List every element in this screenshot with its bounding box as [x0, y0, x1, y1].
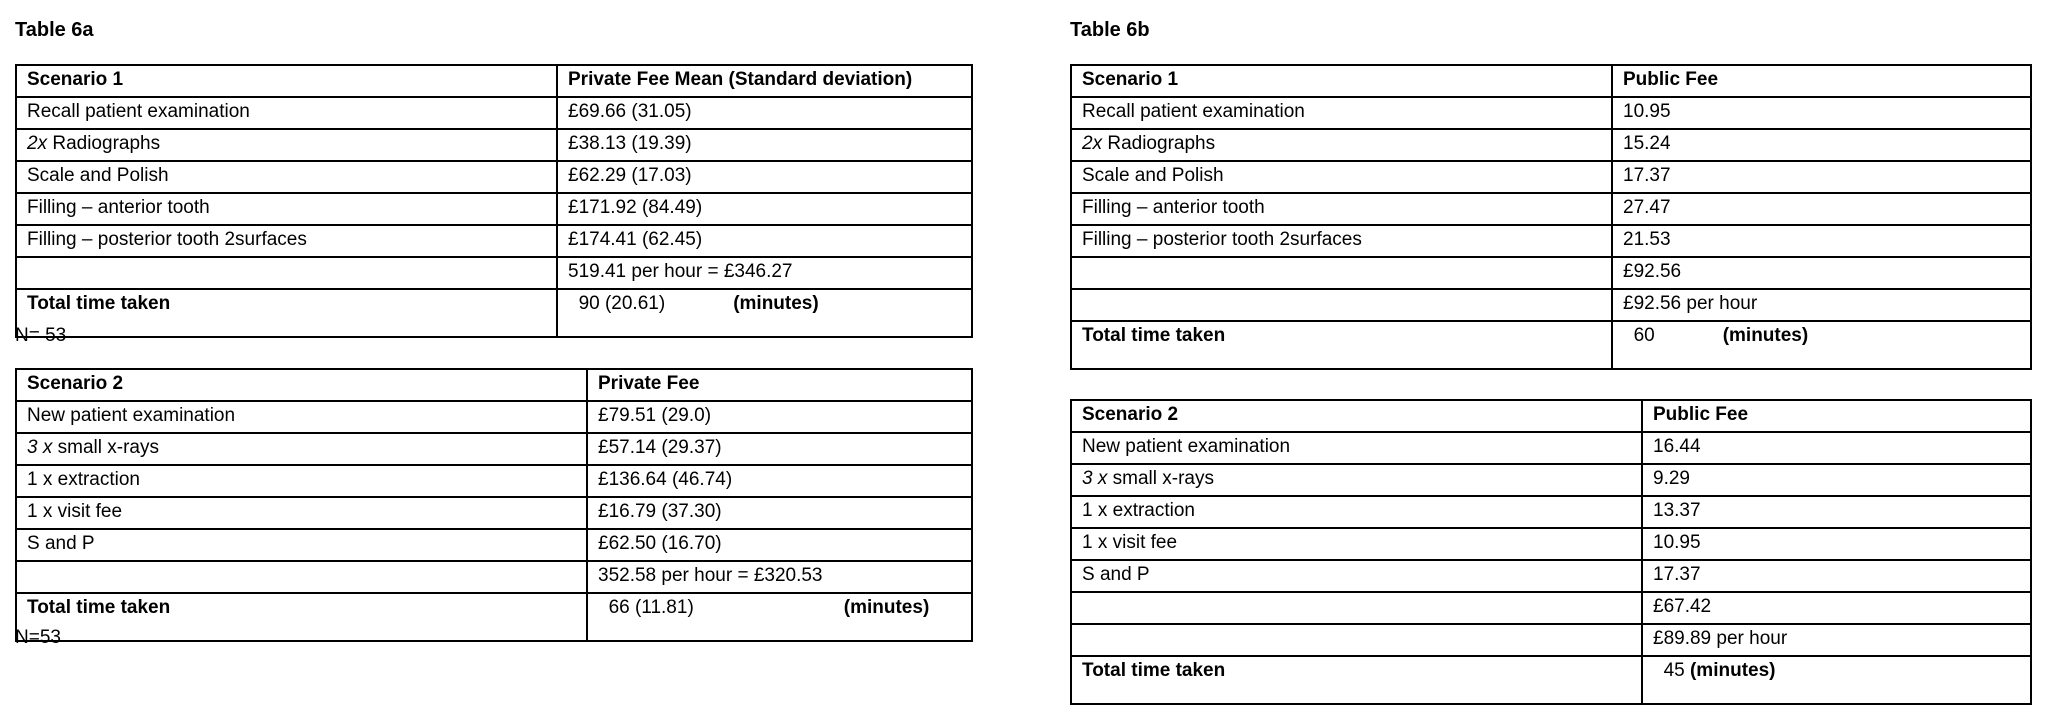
table-row — [16, 401, 972, 433]
value-cell: £174.41 (62.45) — [557, 225, 972, 257]
value-cell: 17.37 — [1642, 560, 2031, 592]
table-row — [1071, 193, 2031, 225]
empty-cell — [16, 561, 587, 593]
item-cell: Recall patient examination — [16, 97, 557, 129]
header-fee: Public Fee — [1612, 65, 2031, 97]
item-cell: Filling – anterior tooth — [1071, 193, 1612, 225]
sum-value: £92.56 — [1612, 257, 2031, 289]
item-cell: 2x Radiographs — [1071, 129, 1612, 161]
table-row — [16, 433, 972, 465]
sum-row — [1071, 592, 2031, 624]
total-label: Total time taken — [1071, 321, 1612, 369]
empty-cell — [1071, 289, 1612, 321]
value-cell: £69.66 (31.05) — [557, 97, 972, 129]
table-row — [16, 161, 972, 193]
item-cell: Recall patient examination — [1071, 97, 1612, 129]
summary-row — [16, 257, 972, 289]
value-cell: 10.95 — [1642, 528, 2031, 560]
table-row — [16, 193, 972, 225]
summary-row — [16, 561, 972, 593]
table-6a-title: Table 6a — [15, 19, 94, 41]
total-row — [1071, 656, 2031, 704]
table-row — [16, 497, 972, 529]
header-fee: Public Fee — [1642, 400, 2031, 432]
value-cell: 16.44 — [1642, 432, 2031, 464]
item-cell: Scale and Polish — [16, 161, 557, 193]
item-cell: New patient examination — [16, 401, 587, 433]
total-row — [1071, 321, 2031, 369]
item-cell: Scale and Polish — [1071, 161, 1612, 193]
item-cell: 1 x extraction — [1071, 496, 1642, 528]
table-row — [16, 225, 972, 257]
header-scenario: Scenario 2 — [16, 369, 587, 401]
total-row — [16, 289, 972, 337]
table-6b-title: Table 6b — [1070, 19, 1150, 41]
item-cell: Filling – posterior tooth 2surfaces — [16, 225, 557, 257]
item-cell: S and P — [16, 529, 587, 561]
table-row — [1071, 432, 2031, 464]
table-6a-scenario-2 — [15, 368, 973, 642]
value-cell: £62.29 (17.03) — [557, 161, 972, 193]
total-value: 45 — [1663, 660, 1685, 681]
rate-value: £89.89 per hour — [1642, 624, 2031, 656]
item-cell: 3 x small x-rays — [1071, 464, 1642, 496]
item-cell: S and P — [1071, 560, 1642, 592]
header-fee: Private Fee — [587, 369, 972, 401]
total-cell — [1642, 656, 2031, 704]
table-row — [16, 465, 972, 497]
empty-cell — [1071, 257, 1612, 289]
value-cell: 21.53 — [1612, 225, 2031, 257]
total-unit: (minutes) — [843, 597, 930, 618]
item-cell: 3 x small x-rays — [16, 433, 587, 465]
total-unit: (minutes) — [1689, 660, 1776, 681]
table-6b-scenario-2 — [1070, 399, 2032, 705]
total-unit: (minutes) — [733, 293, 819, 314]
value-cell: £171.92 (84.49) — [557, 193, 972, 225]
rate-row — [1071, 624, 2031, 656]
item-cell: 1 x visit fee — [16, 497, 587, 529]
table-row — [1071, 161, 2031, 193]
header-fee: Private Fee Mean (Standard deviation) — [557, 65, 972, 97]
table-header-row — [1071, 65, 2031, 97]
sum-value: £67.42 — [1642, 592, 2031, 624]
table-row — [1071, 496, 2031, 528]
total-value: 90 (20.61) — [578, 293, 666, 314]
value-cell: 10.95 — [1612, 97, 2031, 129]
table-row — [1071, 560, 2031, 592]
n-note: N=53 — [15, 627, 61, 648]
table-6a-scenario-1 — [15, 64, 973, 338]
sum-row — [1071, 257, 2031, 289]
header-scenario: Scenario 1 — [16, 65, 557, 97]
table-row — [1071, 129, 2031, 161]
summary-value: 519.41 per hour = £346.27 — [557, 257, 972, 289]
total-cell — [557, 289, 972, 337]
item-cell: New patient examination — [1071, 432, 1642, 464]
summary-value: 352.58 per hour = £320.53 — [587, 561, 972, 593]
empty-cell — [1071, 624, 1642, 656]
value-cell: 13.37 — [1642, 496, 2031, 528]
table-row — [16, 97, 972, 129]
table-6b-scenario-1 — [1070, 64, 2032, 370]
value-cell: 15.24 — [1612, 129, 2031, 161]
table-header-row — [16, 65, 972, 97]
value-cell: £16.79 (37.30) — [587, 497, 972, 529]
value-cell: £136.64 (46.74) — [587, 465, 972, 497]
value-cell: 27.47 — [1612, 193, 2031, 225]
header-scenario: Scenario 1 — [1071, 65, 1612, 97]
n-note: N= 53 — [15, 325, 67, 346]
total-cell — [1612, 321, 2031, 369]
total-value: 60 — [1633, 325, 1655, 346]
value-cell: £62.50 (16.70) — [587, 529, 972, 561]
empty-cell — [16, 257, 557, 289]
item-cell: Filling – anterior tooth — [16, 193, 557, 225]
table-row — [1071, 97, 2031, 129]
total-row — [16, 593, 972, 641]
value-cell: £38.13 (19.39) — [557, 129, 972, 161]
total-unit: (minutes) — [1722, 325, 1809, 346]
item-cell: Filling – posterior tooth 2surfaces — [1071, 225, 1612, 257]
value-cell: £57.14 (29.37) — [587, 433, 972, 465]
total-label: Total time taken — [1071, 656, 1642, 704]
total-value: 66 (11.81) — [608, 597, 694, 618]
rate-row — [1071, 289, 2031, 321]
value-cell: 17.37 — [1612, 161, 2031, 193]
total-cell — [587, 593, 972, 641]
header-scenario: Scenario 2 — [1071, 400, 1642, 432]
value-cell: 9.29 — [1642, 464, 2031, 496]
total-label: Total time taken — [16, 593, 587, 641]
table-row — [1071, 464, 2031, 496]
rate-value: £92.56 per hour — [1612, 289, 2031, 321]
item-cell: 1 x extraction — [16, 465, 587, 497]
table-row — [1071, 528, 2031, 560]
item-cell: 2x Radiographs — [16, 129, 557, 161]
total-label: Total time taken — [16, 289, 557, 337]
table-row — [1071, 225, 2031, 257]
table-row — [16, 529, 972, 561]
item-cell: 1 x visit fee — [1071, 528, 1642, 560]
table-row — [16, 129, 972, 161]
value-cell: £79.51 (29.0) — [587, 401, 972, 433]
table-header-row — [1071, 400, 2031, 432]
table-header-row — [16, 369, 972, 401]
empty-cell — [1071, 592, 1642, 624]
